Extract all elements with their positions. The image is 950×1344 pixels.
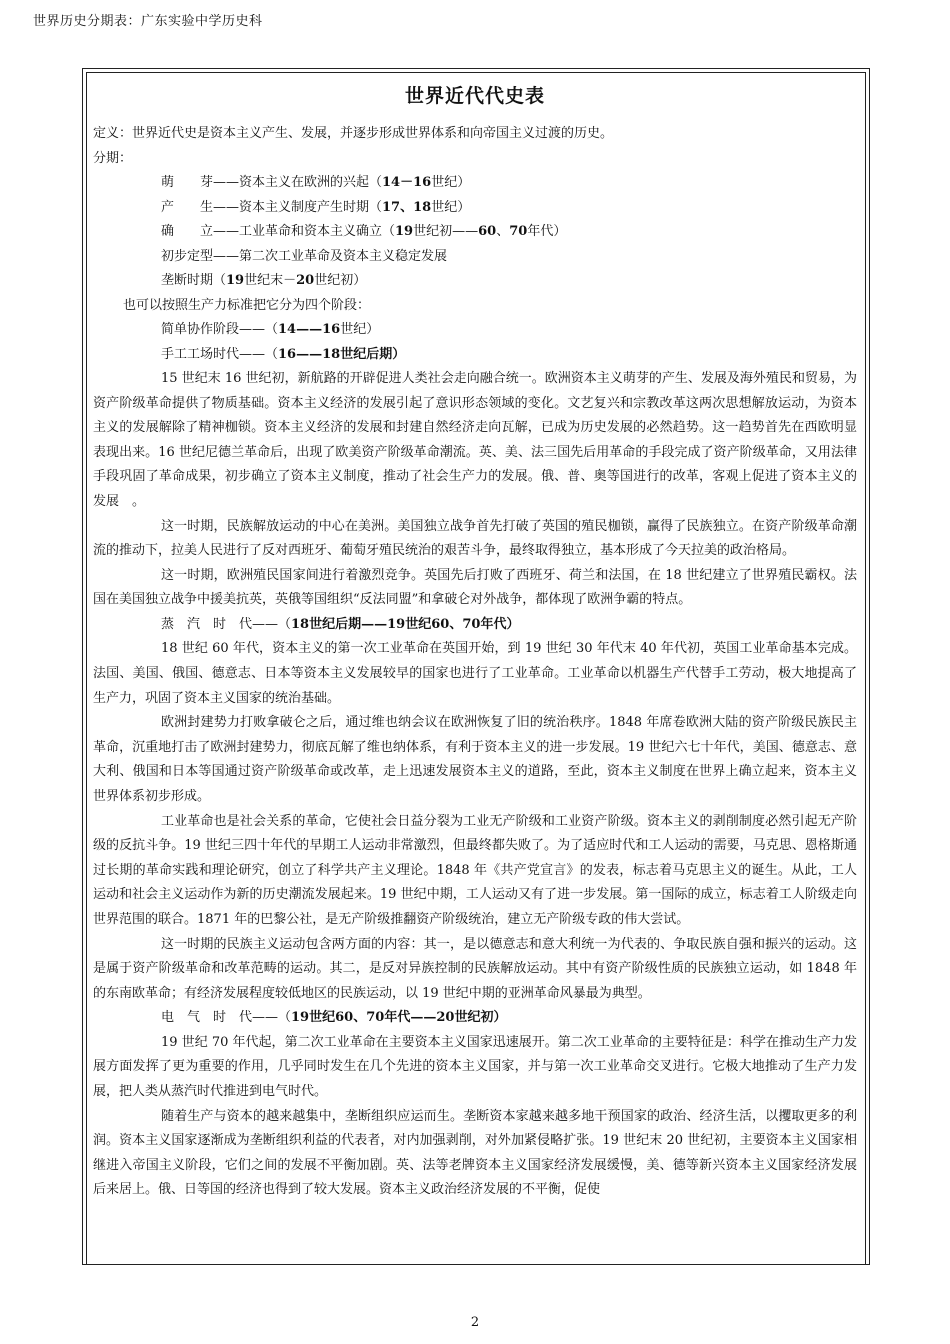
paragraph-monopoly: 随着生产与资本的越来越集中，垄断组织应运而生。垄断资本家越来越多地干预国家的政治、经济生活，以攫取更多的利润。资本主义国家逐渐成为垄断组织利益的代表者，对内加强剥削，对外加紧侵略扩张。19 世纪末 20 世纪初，主要资本主义国家相继进入帝国主义阶段，它们之间的发展不平衡加剧。英、法等老牌资本主义国家经济发展缓慢，美、德等新兴资本主义国家经济发展后来居上。俄、日等国的经济也得到了较大发展。资本主义政治经济发展的不平衡，促使 <box>93 1108 857 1198</box>
document-body <box>86 72 866 1264</box>
definition-line: 定义：世界近代史是资本主义产生、发展，并逐步形成世界体系和向帝国主义过渡的历史。 <box>93 126 614 141</box>
period-item-shaping: 初步定型——第二次工业革命及资本主义稳定发展 <box>161 248 448 264</box>
paragraph-colonial-rivalry: 这一时期，欧洲殖民国家间进行着激烈竞争。英国先后打败了西班牙、荷兰和法国，在 18 世纪建立了世界殖民霸权。法国在美国独立战争中援美抗英，英俄等国组织“反法同盟”和拿破仑对外战争，都体现了欧洲争霸的特点。 <box>93 567 857 608</box>
stage-electric-age: 电 气 时 代——（19世纪60、70年代——20世纪初） <box>161 1010 507 1026</box>
periods-label: 分期： <box>93 150 133 166</box>
stage-simple-cooperation: 简单协作阶段——（14——16世纪） <box>161 322 380 337</box>
paragraph-new-routes: 15 世纪末 16 世纪初，新航路的开辟促进人类社会走向融合统一。欧洲资本主义萌芽的产生、发展及海外殖民和贸易，为资产阶级革命提供了物质基础。资本主义经济的发展引起了意识形态领域的变化。文艺复兴和宗教改革这两次思想解放运动，为资本主义的发展解除了精神枷锁。资本主义经济的发展和封建自然经济走向瓦解，已成为历史发展的必然趋势。这一趋势首先在西欧明显表现出来。16 世纪尼德兰革命后，出现了欧美资产阶级革命潮流。英、美、法三国先后用革命的手段完成了资产阶级革命，又用法律手段巩固了革命成果，初步确立了资本主义制度，推动了社会生产力的发展。俄、普、奥等国进行的改革，客观上促进了资本主义的发展 。 <box>93 371 857 509</box>
period-item-birth: 产 生——资本主义制度产生时期（17、18世纪） <box>161 199 471 215</box>
period-item-sprout: 萌 芽——资本主义在欧洲的兴起（14－16世纪） <box>161 175 471 190</box>
period-item-monopoly: 垄断时期（19世纪末－20世纪初） <box>161 273 367 288</box>
stage-steam-age: 蒸 汽 时 代——（18世纪后期——19世纪60、70年代） <box>161 616 520 632</box>
paragraph-vienna-system: 欧洲封建势力打败拿破仑之后，通过维也纳会议在欧洲恢复了旧的统治秩序。1848 年席卷欧洲大陆的资产阶级民族民主革命，沉重地打击了欧洲封建势力，彻底瓦解了维也纳体系，有利于资本主义的进一步发展。19 世纪六七十年代，美国、德意志、意大利、俄国和日本等国通过资产阶级革命或改革，走上迅速发展资本主义的道路，至此，资本主义制度在世界上确立起来，资本主义世界体系初步形成。 <box>93 715 857 804</box>
page-number: 2 <box>470 1315 480 1330</box>
document-frame <box>82 68 870 1265</box>
period-item-establish: 确 立——工业革命和资本主义确立（19世纪初——60、70年代） <box>161 224 567 239</box>
paragraph-second-industrial-revolution: 19 世纪 70 年代起，第二次工业革命在主要资本主义国家迅速展开。第二次工业革命的主要特征是：科学在推动生产力发展方面发挥了更为重要的作用，几乎同时发生在几个先进的资本主义国家，并与第一次工业革命交叉进行。它极大地推动了生产力发展，把人类从蒸汽时代推进到电气时代。 <box>93 1034 857 1100</box>
running-header: 世界历史分期表：广东实验中学历史科 <box>33 14 263 29</box>
paragraph-nationalism: 这一时期的民族主义运动包含两方面的内容：其一，是以德意志和意大利统一为代表的、争取民族自强和振兴的运动。这是属于资产阶级革命和改革范畴的运动。其二，是反对异族控制的民族解放运动。其中有资产阶级性质的民族独立运动，如 1848 年的东南欧革命；有经济发展程度较低地区的民族运动，以 19 世纪中期的亚洲革命风暴最为典型。 <box>93 936 857 1001</box>
page-title: 世界近代代史表 <box>404 85 545 107</box>
paragraph-americas: 这一时期，民族解放运动的中心在美洲。美国独立战争首先打破了英国的殖民枷锁，赢得了民族独立。在资产阶级革命潮流的推动下，拉美人民进行了反对西班牙、葡萄牙殖民统治的艰苦斗争，最终取得独立，基本形成了今天拉美的政治格局。 <box>93 518 857 559</box>
alt-stages-intro: 也可以按照生产力标准把它分为四个阶段： <box>123 297 371 313</box>
paragraph-workers-movement: 工业革命也是社会关系的革命，它使社会日益分裂为工业无产阶级和工业资产阶级。资本主义的剥削制度必然引起无产阶级的反抗斗争。19 世纪三四十年代的早期工人运动非常激烈，但最终都失败了。为了适应时代和工人运动的需要，马克思、恩格斯通过长期的革命实践和理论研究，创立了科学共产主义理论。1848 年《共产党宣言》的发表，标志着马克思主义的诞生。从此，工人运动和社会主义运动作为新的历史潮流发展起来。19 世纪中期，工人运动又有了进一步发展。第一国际的成立，标志着工人阶级走向世界范围的联合。1871 年的巴黎公社，是无产阶级推翻资产阶级统治，建立无产阶级专政的伟大尝试。 <box>93 813 857 927</box>
stage-manufactory: 手工工场时代——（16——18世纪后期） <box>161 346 406 362</box>
paragraph-first-industrial-revolution: 18 世纪 60 年代，资本主义的第一次工业革命在英国开始，到 19 世纪 30 年代末 40 年代初，英国工业革命基本完成。法国、美国、俄国、德意志、日本等资本主义发展较早的国家也进行了工业革命。工业革命以机器生产代替手工劳动，极大地提高了生产力，巩固了资本主义国家的统治基础。 <box>93 641 857 706</box>
